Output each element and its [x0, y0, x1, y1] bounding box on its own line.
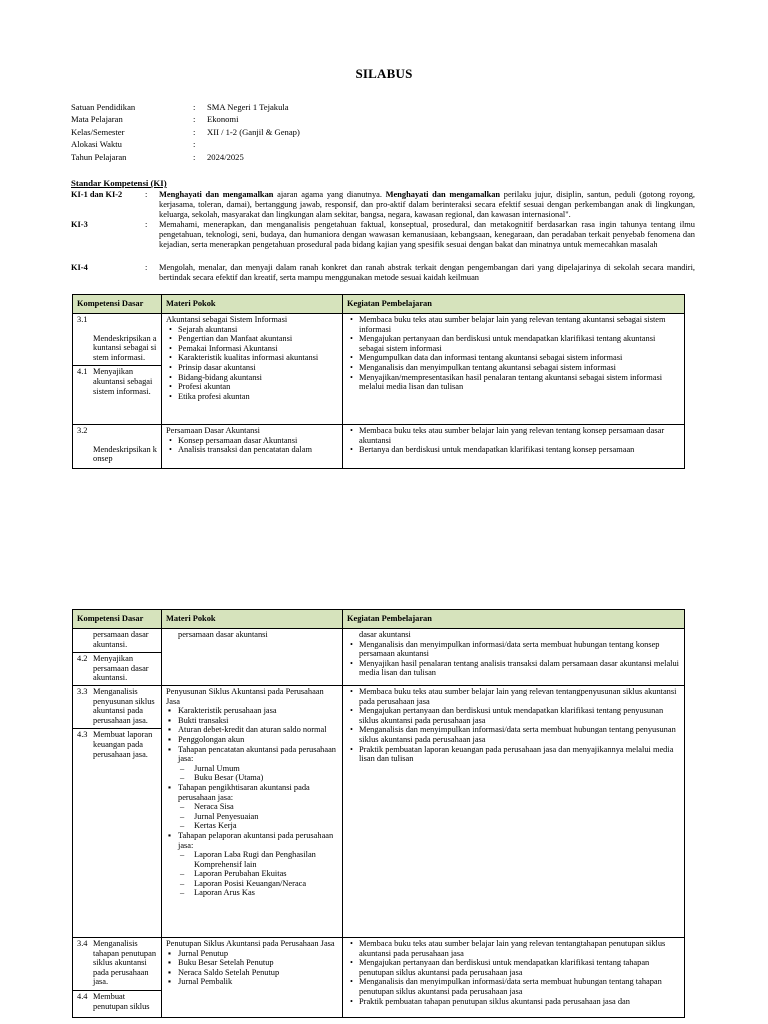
- list-item: • Pengertian dan Manfaat akuntansi: [178, 334, 338, 344]
- list-item: • Mengajukan pertanyaan dan berdiskusi untuk mendapatkan klarifikasi tentang penyusunan siklus akuntansi pada perusahaan jasa: [359, 706, 680, 725]
- mp-cell: [162, 314, 343, 425]
- identity-row: [71, 101, 507, 113]
- identity-label: Mata Pelajaran: [71, 114, 123, 125]
- mp-list: [166, 436, 338, 455]
- list-item: ▪ Neraca Saldo Setelah Penutup: [178, 968, 338, 978]
- list-item-text: Tahapan pencatatan akuntansi pada perusahaan jasa:: [178, 744, 336, 764]
- ki-description: Mengolah, menalar, dan menyaji dalam ranah konkret dan ranah abstrak terkait dengan pengembangan dari yang dipelajarinya di sekolah secara mandiri, bertindak secara efektif dan kreatif, serta mampu menggunakan metode sesuai kaidah keilmuan: [159, 263, 695, 282]
- document-title: SILABUS: [355, 66, 413, 81]
- ki-bold-phrase: Menghayati dan mengamalkan: [159, 190, 274, 199]
- identity-row: [71, 138, 507, 150]
- sub-list-item: – Laporan Perubahan Ekuitas: [194, 869, 338, 879]
- list-item: • Menganalisis dan menyimpulkan informasi/data serta membuat hubungan tentang tahapan penutupan siklus akuntansi pada perusahaan jasa: [359, 977, 680, 996]
- mp-title: Persamaan Dasar Akuntansi: [166, 426, 260, 435]
- kd-text: Menyajikan akuntansi sebagai sistem informasi.: [93, 367, 153, 396]
- kp-list: [347, 640, 680, 678]
- sub-list-item: – Laporan Arus Kas: [194, 888, 338, 898]
- kp-cell: [343, 629, 685, 686]
- kd-number: 3.2: [77, 426, 88, 435]
- list-item: [178, 783, 338, 831]
- sub-list-item: – Buku Besar (Utama): [194, 773, 338, 783]
- list-item: • Mengumpulkan data dan informasi tentang akuntansi sebagai sistem informasi: [359, 353, 680, 363]
- kd-text: Menganalisis tahapan penutupan siklus akuntansi pada perusahaan jasa.: [93, 939, 157, 987]
- sub-list: [166, 764, 338, 783]
- list-item: • Bidang-bidang akuntansi: [178, 373, 338, 383]
- mp-title: Penyusunan Siklus Akuntansi pada Perusahaan Jasa: [166, 687, 324, 706]
- table-header-row: [73, 610, 685, 629]
- list-item: • Menyajikan/mempresentasikan hasil penalaran tentang akuntansi sebagai sistem informasi melalui media lisan dan tulisan: [359, 373, 680, 392]
- list-item: • Etika profesi akuntan: [178, 392, 338, 402]
- ki-description: [159, 190, 695, 219]
- kp-cell: [343, 314, 685, 425]
- list-item: • Membaca buku teks atau sumber belajar lain yang relevan tentangtahapan penutupan siklus akuntansi pada perusahaan jasa: [359, 939, 680, 958]
- list-item: ▪ Penggolongan akun: [178, 735, 338, 745]
- kd-number: 3.1: [77, 315, 88, 324]
- kd-number: 4.4: [77, 991, 88, 1001]
- kd-block: [73, 652, 161, 683]
- syllabus-table-2: [72, 609, 685, 1018]
- list-item: [178, 745, 338, 783]
- kp-list: [347, 939, 680, 1006]
- list-item: • Praktik pembuatan tahapan penutupan siklus akuntansi pada perusahaan jasa dan: [359, 997, 680, 1007]
- kd-block: [73, 990, 161, 1011]
- list-item: • Sejarah akuntansi: [178, 325, 338, 335]
- kd-text: Mendeskripsikan akuntansi sebagai sistem informasi.: [93, 333, 157, 362]
- header-materi-pokok: Materi Pokok: [162, 610, 343, 629]
- ki-text: perilaku jujur, disiplin, santun, peduli (gotong royong, kerjasama, toleran, damai), bertanggung jawab, responsif, dan pro-aktif dalam berinteraksi secara efektif sesuai dengan perkembangan anak di lingkungan, keluarga, sekolah, masyarakat dan lingkungan alam sekitar, bangsa, negara, kawasan regional, dan kawasan internasional".: [159, 190, 695, 219]
- header-kegiatan-pembelajaran: Kegiatan Pembelajaran: [343, 610, 685, 629]
- table-row: [73, 686, 685, 938]
- kd-text: Membuat laporan keuangan pada perusahaan jasa.: [93, 730, 153, 759]
- mp-title: Penutupan Siklus Akuntansi pada Perusahaan Jasa: [166, 939, 335, 948]
- kd-number: 3.3: [77, 687, 88, 696]
- kd-number: 4.1: [77, 367, 88, 377]
- table-header-row: [73, 295, 685, 314]
- ki-text: ajaran agama yang dianutnya.: [273, 190, 386, 199]
- sub-list-item: – Neraca Sisa: [194, 802, 338, 812]
- list-item: • Bertanya dan berdiskusi untuk mendapatkan klarifikasi tentang konsep persamaan: [359, 445, 680, 455]
- list-item-text: Tahapan pelaporan akuntansi pada perusahaan jasa:: [178, 830, 334, 850]
- identity-value: SMA Negeri 1 Tejakula: [207, 102, 289, 112]
- list-item: • Menganalisis dan menyimpulkan tentang akuntansi sebagai sistem informasi: [359, 363, 680, 373]
- kd-number: 4.2: [77, 654, 88, 664]
- table-row: [73, 629, 685, 686]
- kd-block: [73, 365, 161, 396]
- identity-colon: :: [193, 102, 196, 112]
- header-kompetensi-dasar: Kompetensi Dasar: [73, 295, 162, 314]
- header-materi-pokok: Materi Pokok: [162, 295, 343, 314]
- identity-colon: :: [193, 139, 196, 150]
- list-item: • Mengajukan pertanyaan dan berdiskusi untuk mendapatkan klarifikasi tentang akuntansi sebagai sistem informasi: [359, 334, 680, 353]
- list-item: ▪ Jurnal Pembalik: [178, 977, 338, 987]
- list-item: • Membaca buku teks atau sumber belajar lain yang relevan tentang konsep persamaan dasar akuntansi: [359, 426, 680, 445]
- sub-list-item: – Laporan Laba Rugi dan Penghasilan Komprehensif lain: [194, 850, 338, 869]
- ki-description: Memahami, menerapkan, dan menganalisis pengetahuan faktual, konseptual, prosedural, dan metakognitif berdasarkan rasa ingin tahunya tentang ilmu pengetahuan, teknologi, seni, budaya, dan humaniora dengan wawasan kemanusiaan, kebangsaan, kenegaraan, dan peradaban terkait penyebab fenomena dan kejadian, serta menerapkan pengetahuan prosedural pada bidang kajian yang spesifik sesuai dengan bakat dan minatnya untuk memecahkan masalah: [159, 220, 695, 249]
- identity-colon: :: [193, 114, 196, 125]
- list-item: ▪ Buku Besar Setelah Penutup: [178, 958, 338, 968]
- list-item: • Praktik pembuatan laporan keuangan pada perusahaan jasa dan menyajikannya melalui media lisan dan tulisan: [359, 745, 680, 764]
- identity-value: 2024/2025: [207, 151, 244, 162]
- header-kompetensi-dasar: Kompetensi Dasar: [73, 610, 162, 629]
- kp-list: [347, 687, 680, 764]
- identity-value: [207, 138, 507, 150]
- ki-key: KI-3: [71, 220, 88, 229]
- kp-continued-text: dasar akuntansi: [359, 630, 411, 639]
- kd-text: Mendeskripsikan konsep: [93, 444, 157, 464]
- sub-list-item: – Jurnal Umum: [194, 764, 338, 774]
- kd-cell: [73, 686, 162, 938]
- mp-cell: [162, 425, 343, 469]
- kd-number: 4.3: [77, 730, 88, 740]
- kd-cell: [73, 938, 162, 1018]
- ki-row-3: [71, 220, 695, 249]
- list-item: • Membaca buku teks atau sumber belajar lain yang relevan tentangpenyusunan siklus akuntansi pada perusahaan jasa: [359, 687, 680, 706]
- kp-cell: [343, 425, 685, 469]
- list-item: ▪ Aturan debet-kredit dan aturan saldo normal: [178, 725, 338, 735]
- identity-value: Ekonomi: [207, 114, 239, 125]
- sub-list: [166, 850, 338, 898]
- sub-list-item: – Jurnal Penyesuaian: [194, 812, 338, 822]
- kp-cell: [343, 686, 685, 938]
- list-item: • Konsep persamaan dasar Akuntansi: [178, 436, 338, 446]
- ki-colon: :: [145, 220, 148, 229]
- mp-cell: [162, 686, 343, 938]
- mp-title: Akuntansi sebagai Sistem Informasi: [166, 315, 288, 324]
- kp-list: [347, 426, 680, 455]
- header-kegiatan-pembelajaran: Kegiatan Pembelajaran: [343, 295, 685, 314]
- kd-cell: [73, 425, 162, 469]
- table-row: [73, 425, 685, 469]
- mp-list: [166, 325, 338, 402]
- identity-block: [71, 101, 507, 163]
- kd-text: Menganalisis penyusunan siklus akuntansi pada perusahaan jasa.: [93, 687, 155, 725]
- list-item: • Menyajikan hasil penalaran tentang analisis transaksi dalam persamaan dasar akuntansi melalui media lisan dan tulisan: [359, 659, 680, 678]
- identity-row: [71, 126, 507, 138]
- kp-cell: [343, 938, 685, 1018]
- identity-colon: :: [193, 126, 196, 137]
- table-row: [73, 938, 685, 1018]
- identity-label: Satuan Pendidikan: [71, 102, 136, 112]
- list-item-text: Tahapan pengikhtisaran akuntansi pada perusahaan jasa:: [178, 782, 310, 802]
- identity-value: XII / 1-2 (Ganjil & Genap): [207, 126, 300, 137]
- mp-list: [166, 706, 338, 898]
- identity-label: Alokasi Waktu: [71, 139, 122, 150]
- ki-row-4: [71, 263, 695, 283]
- list-item: • Analisis transaksi dan pencatatan dalam: [178, 445, 338, 455]
- ki-row-1-2: [71, 190, 695, 219]
- kd-block: [77, 939, 157, 987]
- kd-text: persamaan dasar akuntansi.: [93, 630, 149, 649]
- kd-number: 3.4: [77, 939, 88, 948]
- list-item: • Menganalisis dan menyimpulkan informasi/data serta membuat hubungan tentang konsep persamaan akuntansi: [359, 640, 680, 659]
- kd-text: Membuat penutupan siklus: [93, 991, 150, 1011]
- sub-list-item: – Kertas Kerja: [194, 821, 338, 831]
- ki-key: KI-4: [71, 263, 88, 272]
- kp-list: [347, 315, 680, 392]
- mp-cell: [162, 629, 343, 686]
- kd-cell: [73, 629, 162, 686]
- sub-list: [166, 802, 338, 831]
- mp-cell: [162, 938, 343, 1018]
- identity-row: [71, 151, 507, 163]
- list-item: • Karakteristik kualitas informasi akuntansi: [178, 353, 338, 363]
- ki-heading: Standar Kompetensi (KI): [71, 178, 167, 188]
- identity-colon: :: [193, 151, 196, 162]
- ki-colon: :: [145, 263, 148, 272]
- list-item: • Prinsip dasar akuntansi: [178, 363, 338, 373]
- list-item: • Mengajukan pertanyaan dan berdiskusi untuk mendapatkan klarifikasi tentang tahapan penutupan siklus akuntansi pada perusahaan jasa: [359, 958, 680, 977]
- ki-bold-phrase: Menghayati dan mengamalkan: [385, 190, 501, 199]
- sub-list-item: – Laporan Posisi Keuangan/Neraca: [194, 879, 338, 889]
- syllabus-table-1: [72, 294, 685, 469]
- table-row: [73, 314, 685, 425]
- mp-list: [166, 949, 338, 987]
- kd-text: Menyajikan persamaan dasar akuntansi.: [93, 654, 149, 683]
- list-item: ▪ Bukti transaksi: [178, 716, 338, 726]
- kd-cell: [73, 314, 162, 425]
- ki-key: KI-1 dan KI-2: [71, 190, 123, 199]
- identity-row: [71, 113, 507, 125]
- list-item: • Membaca buku teks atau sumber belajar lain yang relevan tentang akuntansi sebagai sistem informasi: [359, 315, 680, 334]
- kd-block: [77, 687, 157, 725]
- identity-label: Kelas/Semester: [71, 126, 125, 137]
- list-item: [178, 831, 338, 898]
- list-item: • Menganalisis dan menyimpulkan informasi/data serta membuat hubungan tentang penyusunan siklus akuntansi pada perusahaan jasa: [359, 725, 680, 744]
- identity-label: Tahun Pelajaran: [71, 151, 127, 162]
- mp-continued-text: persamaan dasar akuntansi: [178, 630, 268, 639]
- list-item: ▪ Karakteristik perusahaan jasa: [178, 706, 338, 716]
- list-item: ▪ Jurnal Penutup: [178, 949, 338, 959]
- kd-block: [73, 728, 161, 759]
- list-item: • Pemakai Informasi Akuntansi: [178, 344, 338, 354]
- list-item: • Profesi akuntan: [178, 382, 338, 392]
- ki-colon: :: [145, 190, 148, 199]
